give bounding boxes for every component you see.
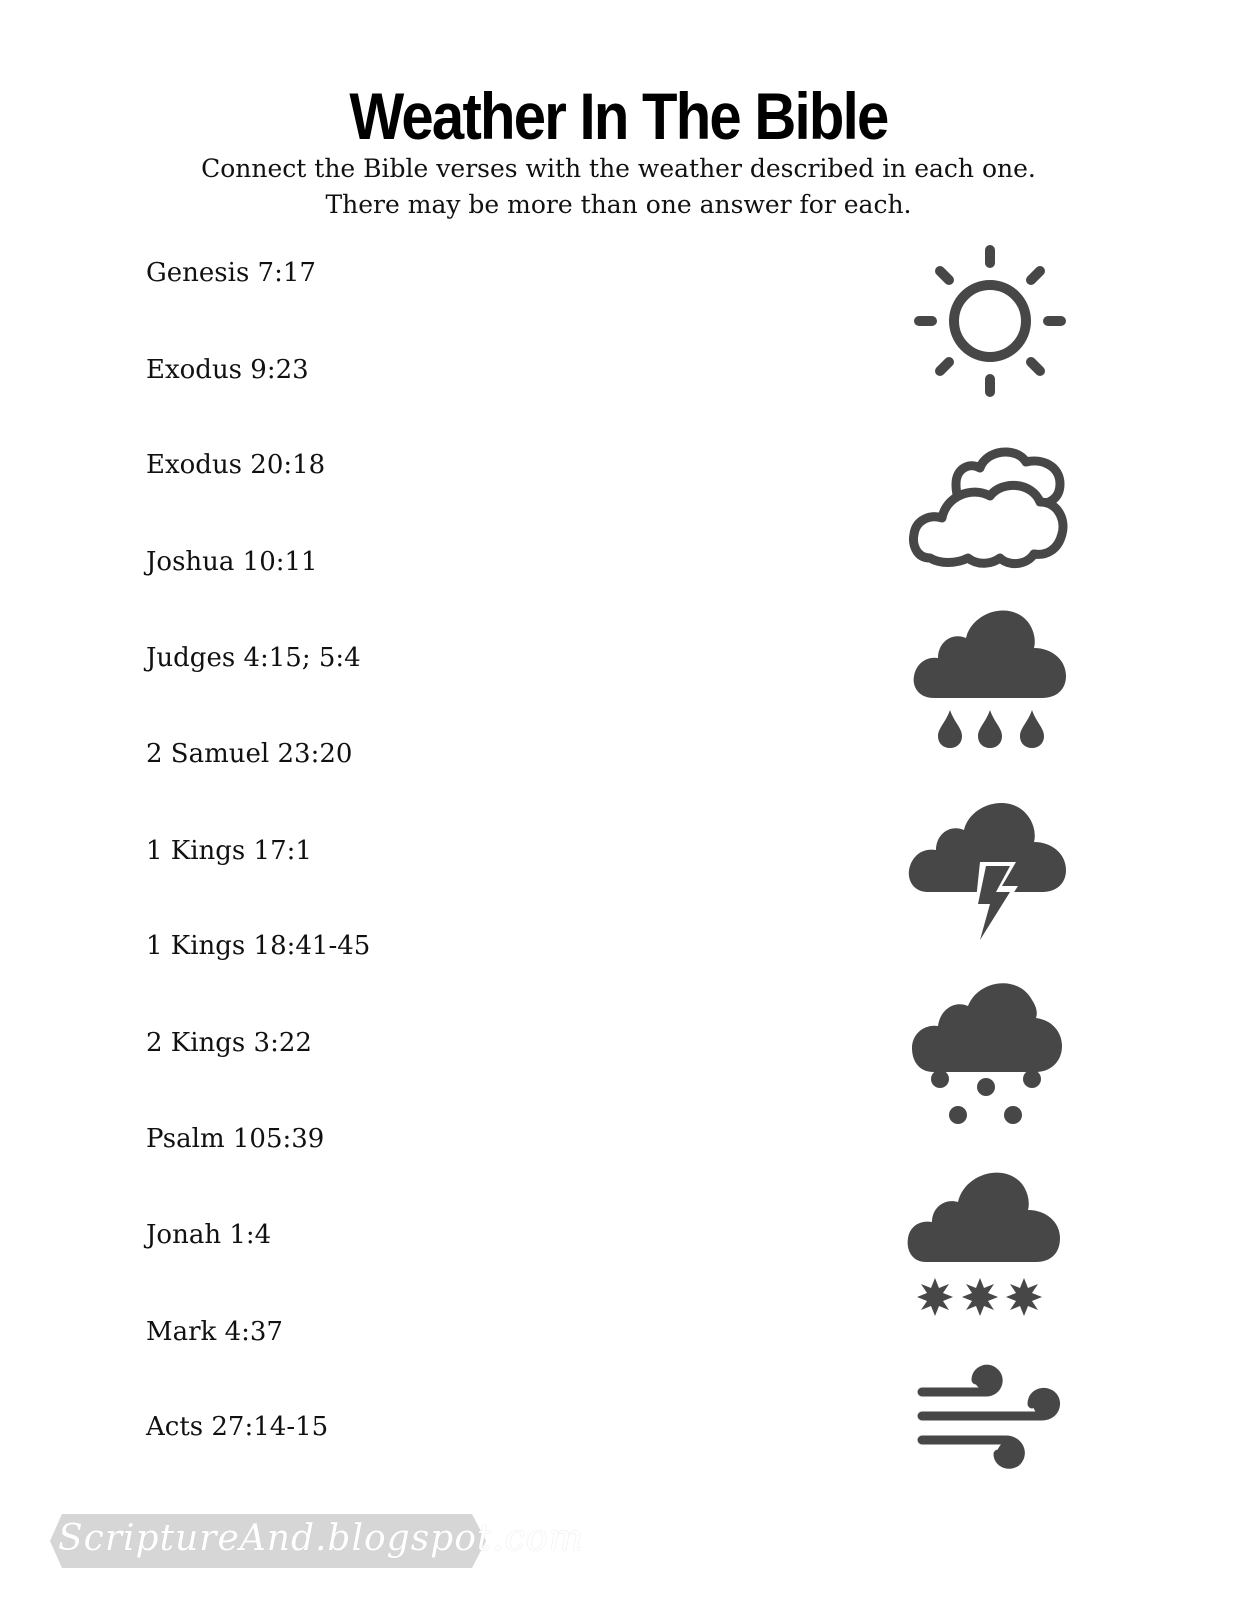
verse-item: Psalm 105:39: [146, 1124, 325, 1154]
instructions-line-2: There may be more than one answer for each.: [325, 190, 912, 219]
verse-item: Mark 4:37: [146, 1317, 283, 1347]
wind-icon: [914, 1364, 1066, 1472]
instructions-line-1: Connect the Bible verses with the weather described in each one.: [201, 154, 1036, 183]
thunderstorm-icon: [906, 792, 1070, 952]
watermark-text: ScriptureAnd.blogspot.com: [58, 1518, 584, 1559]
rain-icon: [910, 598, 1070, 750]
verse-item: 1 Kings 17:1: [146, 836, 312, 866]
verse-item: Jonah 1:4: [146, 1220, 272, 1250]
hail-icon: [908, 974, 1068, 1130]
verse-item: Judges 4:15; 5:4: [146, 643, 361, 673]
verse-item: Exodus 9:23: [146, 355, 309, 385]
snow-icon: [904, 1162, 1066, 1320]
clouds-icon: [908, 440, 1070, 570]
verse-item: Joshua 10:11: [146, 547, 318, 577]
verse-item: 2 Samuel 23:20: [146, 739, 353, 769]
verse-item: Exodus 20:18: [146, 450, 326, 480]
verse-item: 1 Kings 18:41-45: [146, 931, 371, 961]
verse-item: 2 Kings 3:22: [146, 1028, 312, 1058]
page-title: Weather In The Bible: [349, 79, 888, 153]
sun-icon: [912, 244, 1068, 400]
verse-item: Acts 27:14-15: [146, 1412, 329, 1442]
verse-item: Genesis 7:17: [146, 258, 316, 288]
